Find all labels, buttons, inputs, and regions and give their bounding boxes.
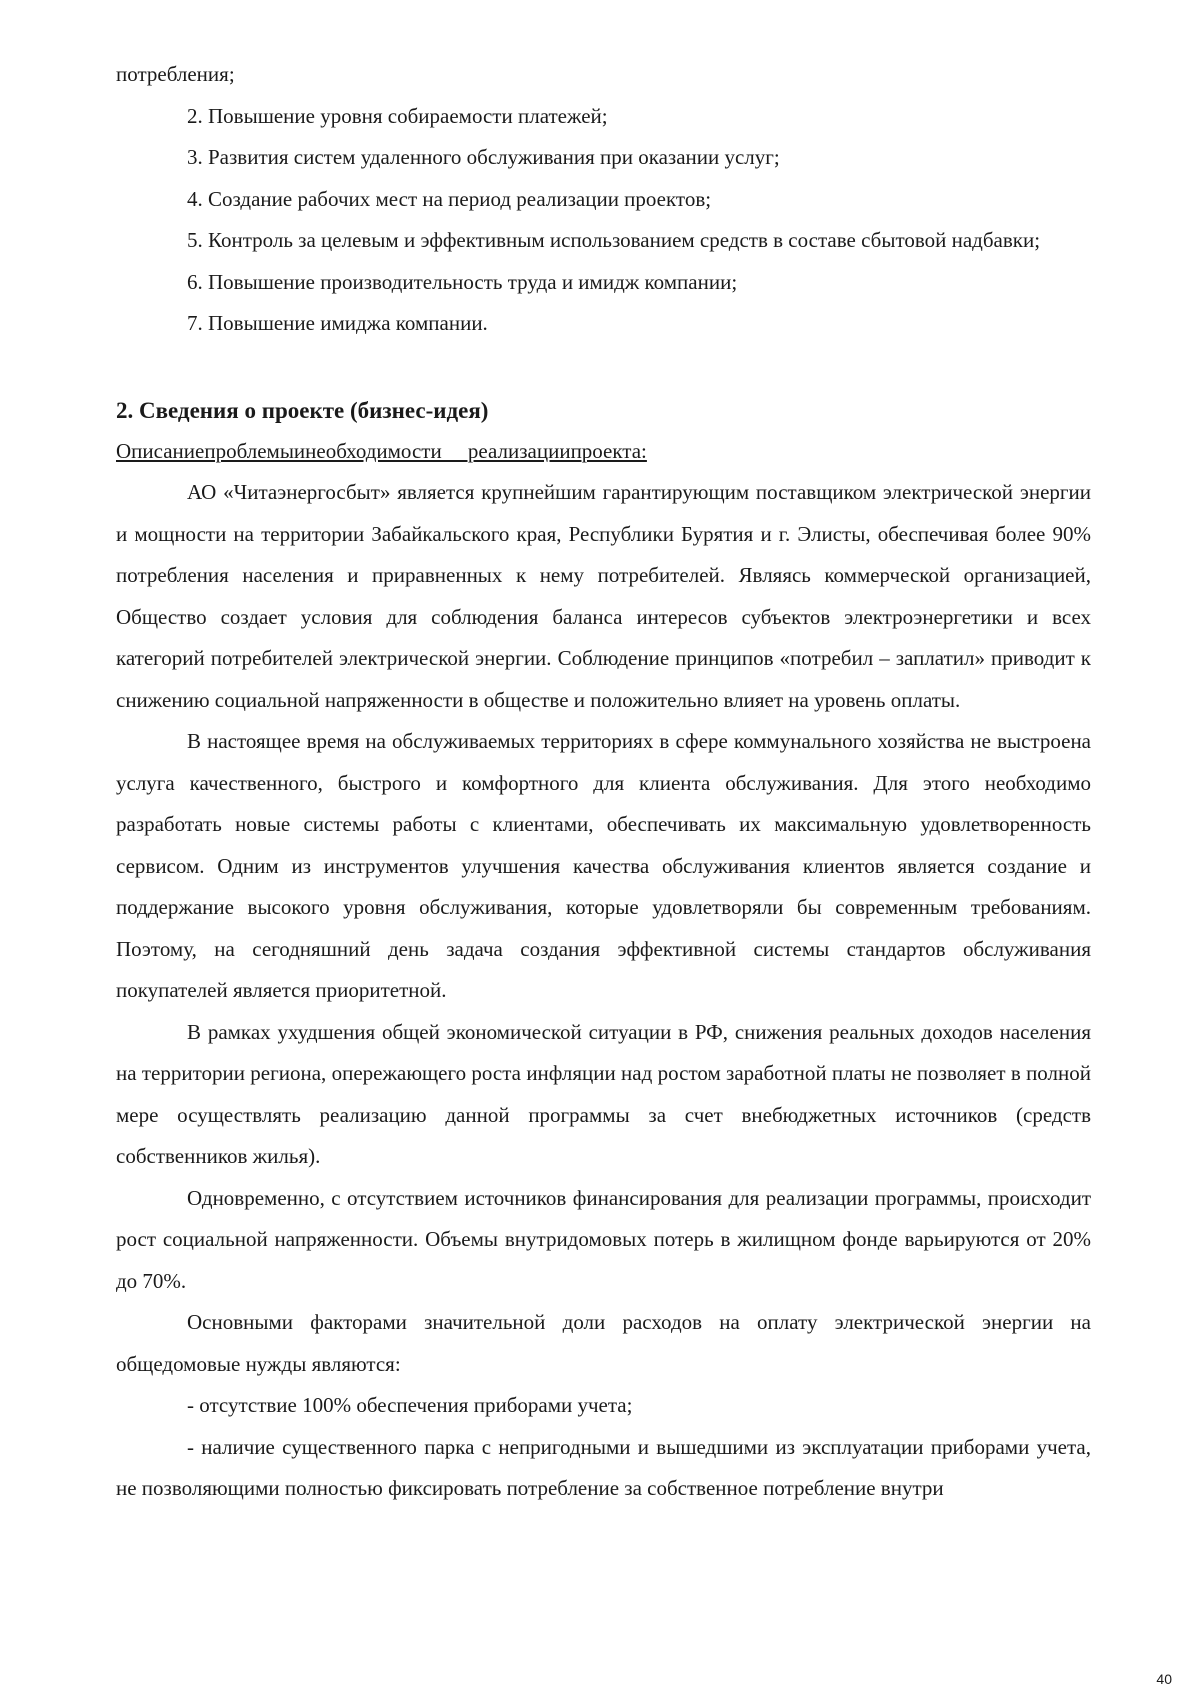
body-paragraph: АО «Читаэнергосбыт» является крупнейшим гарантирующим поставщиком электрической энергии и мощности на территории Забайкальского края, Республики Бурятия и г. Элисты, обеспечивая более 90% потребления населения и приравненных к нему потребителей. Являясь коммерческой организацией, Общество создает условия для соблюдения баланса интересов субъектов электроэнергетики и всех категорий потребителей электрической энергии. Соблюдение принципов «потребил – заплатил» приводит к снижению социальной напряженности в обществе и положительно влияет на уровень оплаты.	[116, 480, 1091, 712]
list-item: 7. Повышение имиджа компании.	[187, 311, 488, 335]
page-body	[116, 54, 1091, 1510]
list-item: 3. Развития систем удаленного обслуживания при оказании услуг;	[187, 145, 780, 169]
page-number: 40	[1156, 1671, 1172, 1687]
subsection-label: Описаниепроблемыинеобходимости реализациипроекта:	[116, 438, 647, 463]
list-item: 4. Создание рабочих мест на период реализации проектов;	[187, 186, 712, 211]
section-heading: 2. Сведения о проекте (бизнес-идея)	[116, 397, 489, 423]
list-item: 5. Контроль за целевым и эффективным использованием средств в составе сбытовой надбавки;	[187, 228, 1041, 252]
bullet-item: - наличие существенного парка с непригодными и вышедшими из эксплуатации приборами учета, не позволяющими полностью фиксировать потребление за собственное потребление внутри	[116, 1434, 1091, 1500]
list-intro-tail: потребления;	[116, 62, 235, 86]
body-paragraph: В рамках ухудшения общей экономической ситуации в РФ, снижения реальных доходов населения на территории региона, опережающего роста инфляции над ростом заработной платы не позволяет в полной мере осуществлять реализацию данной программы за счет внебюджетных источников (средств собственников жилья).	[116, 1019, 1091, 1168]
list-item: 6. Повышение производительность труда и имидж компании;	[187, 269, 738, 294]
body-paragraph: Основными факторами значительной доли расходов на оплату электрической энергии на общедомовые нужды являются:	[116, 1310, 1091, 1376]
body-paragraph: Одновременно, с отсутствием источников финансирования для реализации программы, происходит рост социальной напряженности. Объемы внутридомовых потерь в жилищном фонде варьируются от 20% до 70%.	[116, 1185, 1091, 1293]
section-spacer	[116, 345, 1091, 390]
bullet-item: - отсутствие 100% обеспечения приборами учета;	[187, 1393, 633, 1417]
body-paragraph: В настоящее время на обслуживаемых территориях в сфере коммунального хозяйства не выстроена услуга качественного, быстрого и комфортного для клиента обслуживания. Для этого необходимо разработать новые системы работы с клиентами, обеспечивать их максимальную удовлетворенность сервисом. Одним из инструментов улучшения качества обслуживания клиентов является создание и поддержание высокого уровня обслуживания, которые удовлетворяли бы современным требованиям. Поэтому, на сегодняшний день задача создания эффективной системы стандартов обслуживания покупателей является приоритетной.	[116, 729, 1091, 1002]
list-item: 2. Повышение уровня собираемости платежей;	[187, 103, 608, 128]
